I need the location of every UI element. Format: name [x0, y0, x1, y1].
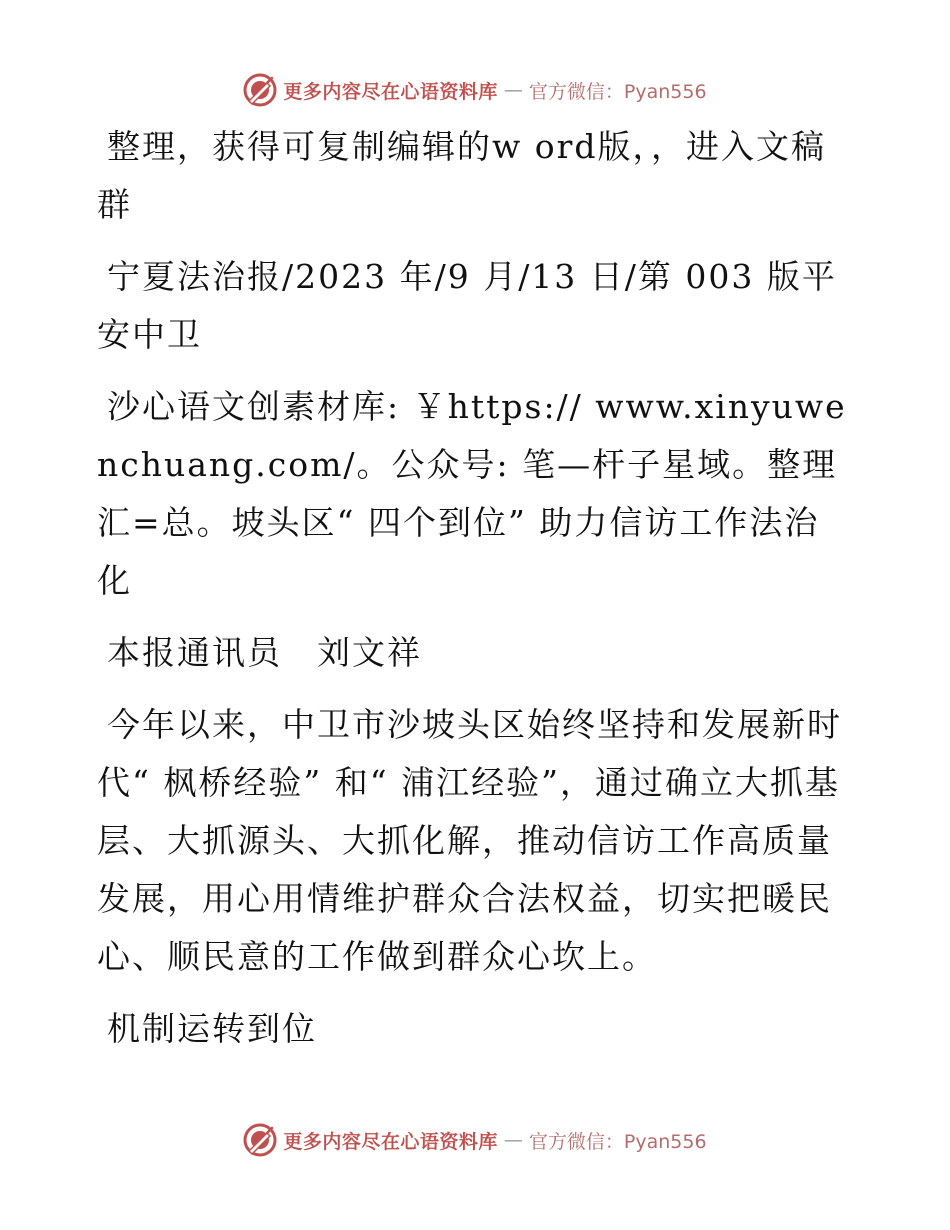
- footer-separator: —: [503, 1129, 523, 1151]
- footer-wechat-text: 官方微信：Pyan556: [528, 1130, 707, 1153]
- footer-site-text: 更多内容尽在心语资料库: [283, 1130, 498, 1153]
- paragraph-source: 宁夏法治报/2023 年/9 月/13 日/第 003 版平安中卫: [97, 257, 837, 354]
- pen-logo-icon: [243, 73, 277, 107]
- header-wechat-text: 官方微信：Pyan556: [528, 80, 707, 103]
- paragraph-title: 沙心语文创素材库: ￥https:// www.xinyuwenchuang.com/。公众号: 笔—杆子星域。整理汇=总。坡头区“ 四个到位” 助力信访工作法治化: [97, 387, 847, 600]
- header-banner: [0, 70, 950, 110]
- paragraph-intro: 整理，获得可复制编辑的w ord版，，进入文稿群: [97, 127, 827, 224]
- document-body: [97, 118, 852, 1072]
- header-site-text: 更多内容尽在心语资料库: [283, 80, 498, 103]
- paragraph-byline: 本报通讯员 刘文祥: [107, 633, 422, 672]
- header-separator: —: [503, 79, 523, 101]
- footer-banner: [0, 1120, 950, 1160]
- paragraph-body: 今年以来，中卫市沙坡头区始终坚持和发展新时代“ 枫桥经验” 和“ 浦江经验”，通过确立大抓基层、大抓源头、大抓化解，推动信访工作高质量发展，用心用情维护群众合法权益，切实把暖民心、顺民意的工作做到群众心坎上。: [97, 705, 842, 976]
- paragraph-section-heading: 机制运转到位: [107, 1009, 317, 1048]
- pen-logo-icon: [243, 1123, 277, 1157]
